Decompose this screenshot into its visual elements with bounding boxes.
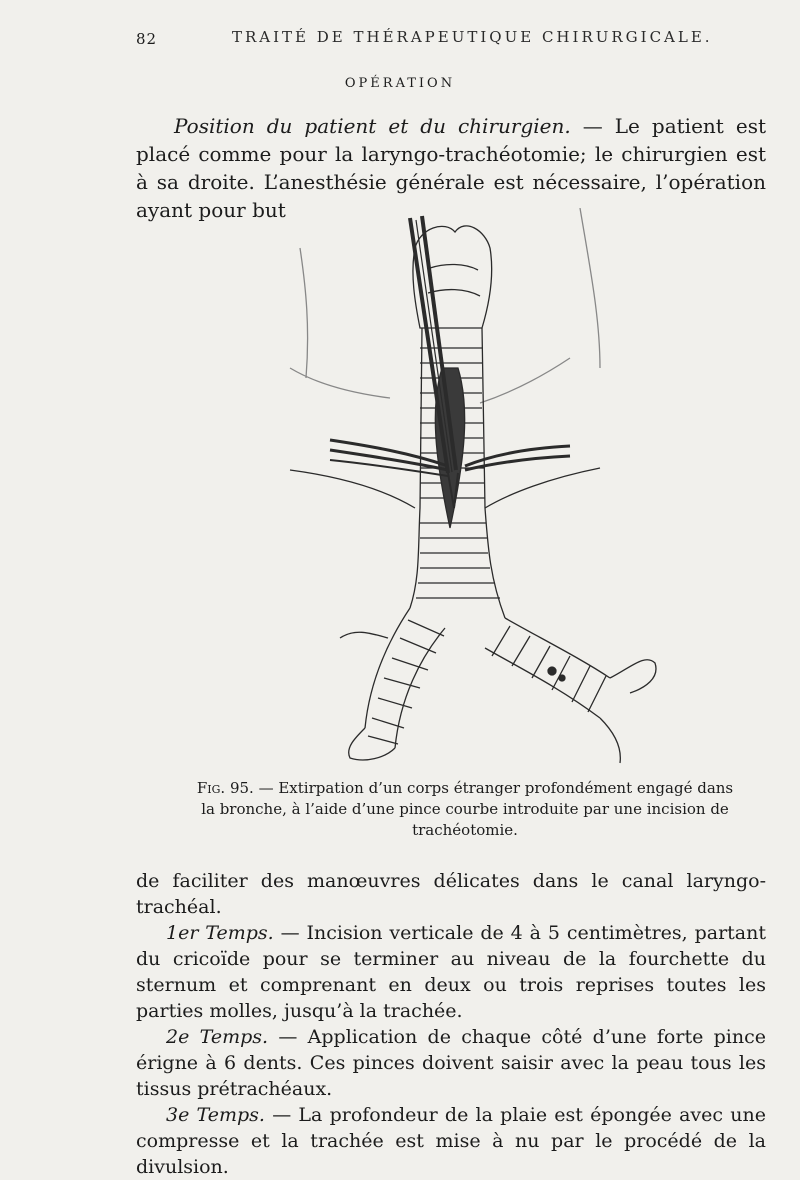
running-title: TRAITÉ DE THÉRAPEUTIQUE CHIRURGICALE.: [232, 28, 713, 46]
page-number: 82: [136, 30, 158, 48]
temps-1-label: 1er Temps.: [166, 922, 274, 944]
intro-italic-lead: Position du patient et du chirurgien.: [174, 114, 571, 138]
temps-1-text: — Incision verticale de 4 à 5 centimètres, partant du cricoïde pour se terminer au niveau de la fourchette du sternum et comprenant en deux ou trois reprises toutes les parties molles, jusqu’à la trachée.: [136, 922, 767, 1022]
body-text: [136, 868, 766, 1180]
temps-2-paragraph: [136, 1024, 766, 1102]
temps-2-text: — Application de chaque côté d’une forte pince érigne à 6 dents. Ces pinces doivent saisir avec la peau tous les tissus prétrachéaux.: [136, 1026, 766, 1100]
temps-3-label: 3e Temps.: [166, 1104, 265, 1126]
page-header: [136, 26, 776, 56]
body-line-1: de faciliter des manœuvres délicates dans le canal laryngo-trachéal.: [136, 870, 766, 918]
intro-text: — Le patient est placé comme pour la laryngo-trachéotomie; le chirurgien est à sa droite. L’anesthésie générale est nécessaire, l’opération ayant pour but: [136, 114, 766, 222]
section-title: OPÉRATION: [344, 76, 456, 91]
temps-1-paragraph: [136, 920, 766, 1024]
temps-3-text: — La profondeur de la plaie est épongée avec une compresse et la trachée est mise à nu par le procédé de la divulsion.: [136, 1104, 766, 1178]
figure-caption: [190, 778, 740, 841]
temps-3-paragraph: [136, 1102, 766, 1180]
figure-caption-text: — Extirpation d’un corps étranger profondément engagé dans la bronche, à l’aide d’une pince courbe introduite par une incision de trachéotomie.: [201, 779, 734, 839]
figure-label: Fig. 95.: [196, 779, 254, 797]
temps-2-label: 2e Temps.: [166, 1026, 269, 1048]
trachea-illustration: [270, 208, 690, 778]
